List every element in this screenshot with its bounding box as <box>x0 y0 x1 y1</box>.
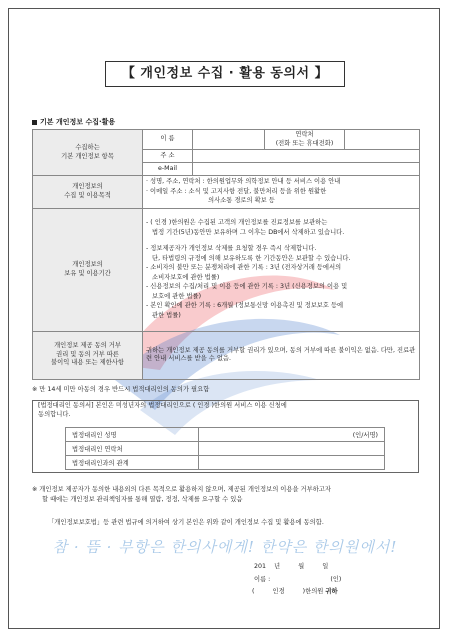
clinic-name: ( 인경 )한의원 <box>252 588 324 595</box>
retention-item: - 소비자의 불만 또는 분쟁처리에 관한 기록 : 3년 (전자상거래 등에서의 <box>146 264 342 271</box>
contact-label: 연락처 (전화 또는 휴대전화) <box>265 130 345 150</box>
recipient-line <box>252 586 338 595</box>
minor-note: ※ 만 14세 미만 아동의 경우 반드시 법적대리인의 동의가 필요함 <box>32 386 210 393</box>
guardian-contact-field[interactable] <box>199 442 385 456</box>
recipient-suffix: 귀하 <box>325 588 338 595</box>
retention-item <box>146 238 416 244</box>
purpose-content <box>143 176 420 209</box>
retention-item: 소비자보호에 관한 법률) <box>152 273 220 281</box>
address-label: 주 소 <box>143 150 193 163</box>
address-field[interactable] <box>193 150 420 163</box>
purpose-item: 의사소통 경로의 확보 등 <box>208 197 275 204</box>
contact-field[interactable] <box>345 130 420 150</box>
law-statement: 「개인정보보호법」등 관련 법규에 의거하여 상기 본인은 위와 같이 개인정보 수집 및 활용에 동의함. <box>48 519 324 526</box>
guardian-relation-field[interactable] <box>199 456 385 470</box>
guardian-sign-label: (인/서명) <box>352 432 378 439</box>
retention-item: - 본인 확인에 관한 기록 : 6개월 (정보통신망 이용촉진 및 정보보호 등에 <box>146 302 344 309</box>
slogan-text: 참 · 뜸 · 부항은 한의사에게! 한약은 한의원에서! <box>52 538 398 556</box>
email-label: e-Mail <box>143 163 193 176</box>
email-field[interactable] <box>193 163 420 176</box>
refusal-right-header: 개인정보 제공 동의 거부 권리 및 동의 거부 따른 불이익 내용 또는 제한사항 <box>33 331 143 379</box>
retention-item: - 신용정보의 수집/처리 및 이용 등에 관한 기록 : 3년 (신용정보의 이용 및 <box>146 283 348 290</box>
name-field[interactable] <box>193 130 265 150</box>
purpose-item: · 성명, 주소, 연락처 : 한의원업무와 의학정보 안내 등 서비스 이용 안내 <box>146 178 341 185</box>
signer-name-line: 이름 : (인) <box>254 576 342 583</box>
date-line: 201 년 월 일 <box>254 563 329 570</box>
guardian-table <box>65 427 385 470</box>
third-party-note-line2: 할 때에는 개인정보 관리책임자를 통해 열람, 정정, 삭제를 요구할 수 있음 <box>42 496 243 503</box>
retention-item: - ( 인경 )한의원은 수집된 고객의 개인정보를 진료정보를 보관하는 <box>146 219 328 226</box>
collected-items-header: 수집하는 기본 개인정보 항목 <box>33 130 143 176</box>
retention-item: - 정보제공자가 개인정보 삭제를 요청할 경우 즉시 삭제합니다. <box>146 245 317 252</box>
refusal-right-content: 귀하는 개인정보 제공 동의를 거부할 권리가 있으며, 동의 거부에 따른 불이익은 없음. 다만, 진료관련 안내 서비스를 받을 수 없음. <box>143 331 420 379</box>
purpose-item: · 이메일 주소 : 소식 및 고지사항 전달, 불만처리 등을 위한 원활한 <box>146 187 327 195</box>
retention-header: 개인정보의 보유 및 이용기간 <box>33 208 143 331</box>
guardian-relation-label: 법정대리인과의 관계 <box>66 456 199 470</box>
name-label: 이 름 <box>143 130 193 150</box>
guardian-statement-line1: [법정대리인 동의서] 본인은 미성년자의 법정대리인으로 ( 인경 )한의원 서비스 이용 신청에 <box>38 402 287 409</box>
retention-content <box>143 208 420 331</box>
retention-item: 단, 타법령의 규정에 의해 보유하도록 한 기간동안은 보관할 수 있습니다. <box>152 254 351 262</box>
retention-item: 보호에 관한 법률) <box>152 292 202 300</box>
purpose-header: 개인정보의 수집 및 이용목적 <box>33 176 143 209</box>
guardian-name-label: 법정대리인 성명 <box>66 428 199 442</box>
consent-table <box>32 129 420 380</box>
guardian-statement-line2: 동의합니다. <box>38 411 71 418</box>
section-title-text: 기본 개인정보 수집·활용 <box>40 118 116 126</box>
third-party-note-line1: ※ 개인정보 제공자가 동의한 내용외의 다른 목적으로 활용하지 않으며, 제공된 개인정보의 이용을 거부하고자 <box>32 486 331 493</box>
retention-item: 법정 기간(5년)동안만 보유하며 그 이후는 DB에서 삭제하고 있습니다. <box>152 228 345 236</box>
retention-item: 관한 법률) <box>152 311 181 319</box>
guardian-name-field[interactable] <box>199 428 385 442</box>
guardian-contact-label: 법정대리인 연락처 <box>66 442 199 456</box>
page-title: 【 개인정보 수집 · 활용 동의서 】 <box>105 61 345 87</box>
square-bullet-icon <box>32 120 37 125</box>
section-title <box>32 117 115 127</box>
